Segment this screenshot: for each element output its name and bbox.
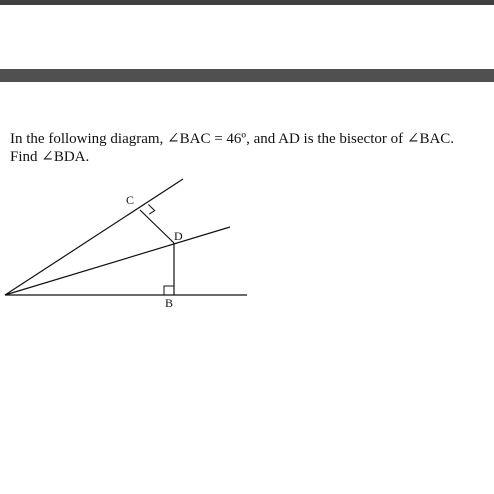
right-angle-marker-c <box>148 205 154 215</box>
ray-ac <box>5 179 183 295</box>
label-c: C <box>126 193 135 207</box>
bisector-ad <box>5 227 230 295</box>
question-line-1: In the following diagram, ∠BAC = 46º, and AD is the bisector of ∠BAC. <box>10 131 455 147</box>
label-d: D <box>174 229 183 243</box>
segment-cd <box>140 210 174 243</box>
right-angle-marker-b <box>164 286 174 295</box>
label-b: B <box>165 296 174 310</box>
question-line-2: Find ∠BDA. <box>10 149 90 165</box>
